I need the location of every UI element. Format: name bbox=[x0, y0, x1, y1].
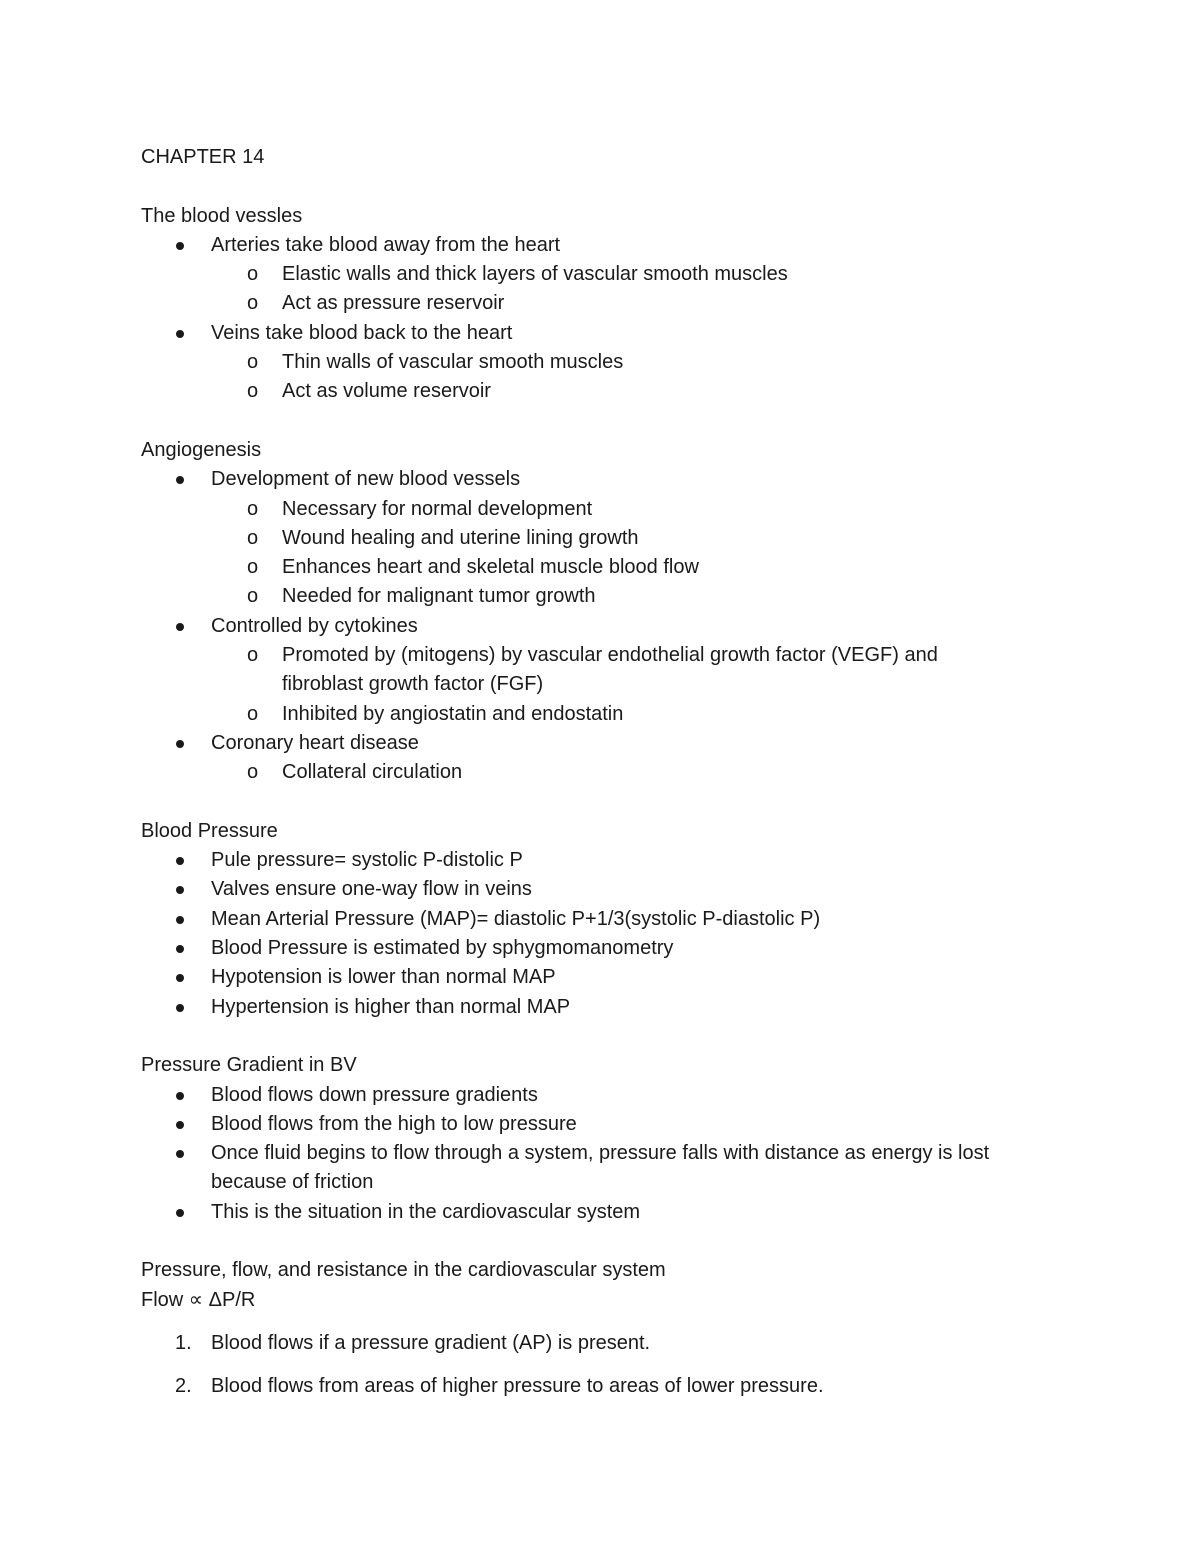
bullet-icon bbox=[176, 857, 184, 865]
bullet-icon bbox=[176, 1209, 184, 1217]
chapter-title: CHAPTER 14 bbox=[141, 146, 265, 168]
bullet-icon bbox=[176, 945, 184, 953]
list-item: Mean Arterial Pressure (MAP)= diastolic P+1/3(systolic P-diastolic P) bbox=[141, 905, 1061, 934]
hollow-bullet-icon: o bbox=[247, 702, 259, 725]
bullet-icon bbox=[176, 916, 184, 924]
sub-list-item: o Necessary for normal development bbox=[141, 495, 1061, 524]
list-item: Blood flows from the high to low pressure bbox=[141, 1110, 1061, 1139]
sub-list-item: o Inhibited by angiostatin and endostatin bbox=[141, 700, 1061, 729]
sub-list-item: o Enhances heart and skeletal muscle blood flow bbox=[141, 553, 1061, 582]
list-item: Pule pressure= systolic P-distolic P bbox=[141, 846, 1061, 875]
sub-list-item: o Elastic walls and thick layers of vascular smooth muscles bbox=[141, 260, 1061, 289]
item-number: 1. bbox=[175, 1331, 192, 1354]
sub-list-item: o Collateral circulation bbox=[141, 758, 1061, 787]
numbered-item: 1. Blood flows if a pressure gradient (AP) is present. bbox=[141, 1329, 1061, 1358]
list-item: This is the situation in the cardiovascular system bbox=[141, 1198, 1061, 1227]
list-item: Arteries take blood away from the heart bbox=[141, 231, 1061, 260]
section-heading: Blood Pressure bbox=[141, 819, 278, 842]
numbered-item: 2. Blood flows from areas of higher pressure to areas of lower pressure. bbox=[141, 1372, 1061, 1401]
list-item: Hypertension is higher than normal MAP bbox=[141, 993, 1061, 1022]
section-heading: The blood vessles bbox=[141, 204, 303, 227]
sub-list-item: o Act as pressure reservoir bbox=[141, 289, 1061, 318]
hollow-bullet-icon: o bbox=[247, 644, 259, 667]
list-item: Blood Pressure is estimated by sphygmomanometry bbox=[141, 934, 1061, 963]
bullet-icon bbox=[176, 1092, 184, 1100]
hollow-bullet-icon: o bbox=[247, 526, 259, 549]
bullet-icon bbox=[176, 1004, 184, 1012]
hollow-bullet-icon: o bbox=[247, 351, 259, 374]
list-item: Once fluid begins to flow through a system, pressure falls with distance as energy is lost bbox=[141, 1139, 1061, 1168]
list-item: Valves ensure one-way flow in veins bbox=[141, 875, 1061, 904]
section-heading: Pressure Gradient in BV bbox=[141, 1054, 357, 1077]
hollow-bullet-icon: o bbox=[247, 585, 259, 608]
sub-list-item: o Thin walls of vascular smooth muscles bbox=[141, 348, 1061, 377]
list-item: Controlled by cytokines bbox=[141, 612, 1061, 641]
sub-list-item: o Needed for malignant tumor growth bbox=[141, 582, 1061, 611]
bullet-icon bbox=[176, 476, 184, 484]
section-heading: Angiogenesis bbox=[141, 438, 262, 461]
hollow-bullet-icon: o bbox=[247, 263, 259, 286]
hollow-bullet-icon: o bbox=[247, 292, 259, 315]
sub-list-item-continuation: fibroblast growth factor (FGF) bbox=[282, 673, 544, 696]
sub-list-item: o Wound healing and uterine lining growth bbox=[141, 524, 1061, 553]
sub-list-item: o Promoted by (mitogens) by vascular endothelial growth factor (VEGF) and bbox=[141, 641, 1061, 670]
list-item: Development of new blood vessels bbox=[141, 465, 1061, 494]
bullet-icon bbox=[176, 1150, 184, 1158]
formula: Flow ∝ ΔP/R bbox=[141, 1288, 256, 1311]
bullet-icon bbox=[176, 974, 184, 982]
list-item: Veins take blood back to the heart bbox=[141, 319, 1061, 348]
bullet-icon bbox=[176, 740, 184, 748]
list-item: Hypotension is lower than normal MAP bbox=[141, 963, 1061, 992]
bullet-icon bbox=[176, 242, 184, 250]
sub-list-item: o Act as volume reservoir bbox=[141, 377, 1061, 406]
bullet-icon bbox=[176, 886, 184, 894]
section-heading: Pressure, flow, and resistance in the cardiovascular system bbox=[141, 1259, 666, 1282]
bullet-icon bbox=[176, 1121, 184, 1129]
hollow-bullet-icon: o bbox=[247, 556, 259, 579]
list-item-continuation: because of friction bbox=[211, 1171, 374, 1194]
hollow-bullet-icon: o bbox=[247, 380, 259, 403]
item-number: 2. bbox=[175, 1375, 192, 1398]
list-item: Coronary heart disease bbox=[141, 729, 1061, 758]
document-body bbox=[141, 143, 1061, 1401]
hollow-bullet-icon: o bbox=[247, 497, 259, 520]
bullet-icon bbox=[176, 623, 184, 631]
list-item: Blood flows down pressure gradients bbox=[141, 1081, 1061, 1110]
hollow-bullet-icon: o bbox=[247, 761, 259, 784]
bullet-icon bbox=[176, 330, 184, 338]
